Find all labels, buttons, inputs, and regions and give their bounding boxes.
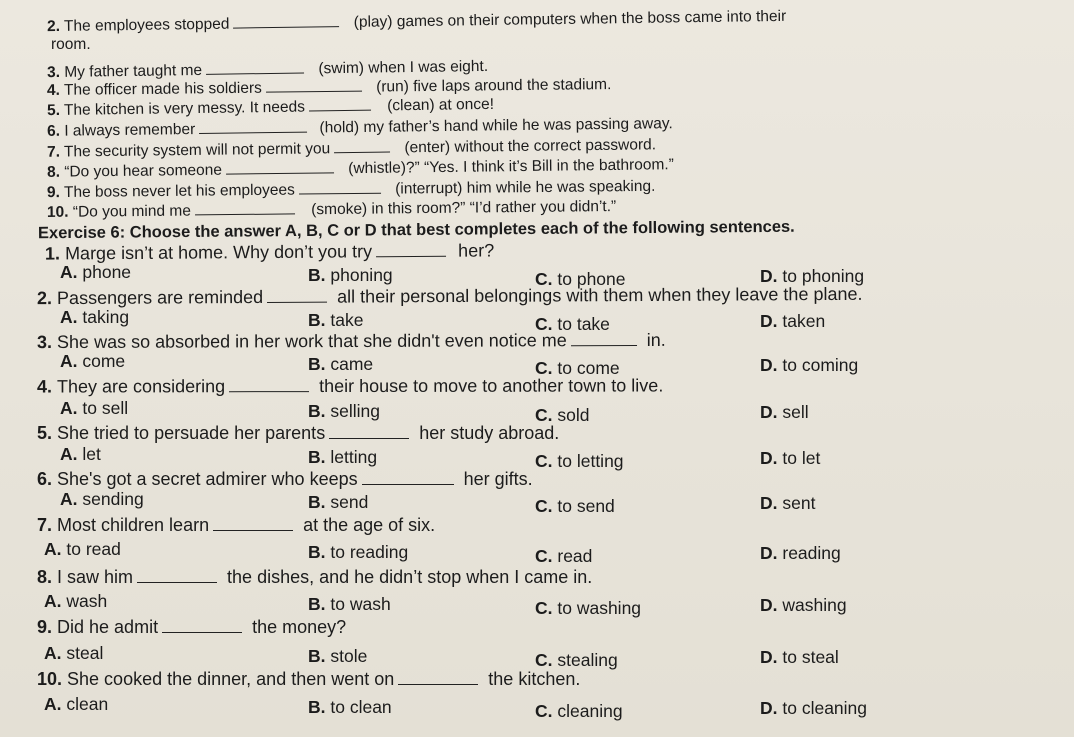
answer-blank[interactable] [226, 171, 334, 174]
item-2-line-2: room. [51, 36, 91, 53]
option-text: stole [330, 646, 368, 666]
mcq-6-option-c[interactable] [535, 498, 615, 516]
option-text: take [330, 310, 364, 330]
answer-blank[interactable] [199, 131, 307, 134]
option-letter: B. [308, 265, 331, 285]
mcq-2-stem [37, 285, 863, 307]
option-text: to read [66, 539, 121, 559]
answer-blank[interactable] [376, 255, 446, 257]
mcq-3-option-a[interactable] [60, 353, 125, 371]
stem-text-before: She tried to persuade her parents [57, 423, 326, 443]
option-letter: D. [760, 266, 783, 286]
stem-text-after: the kitchen. [488, 669, 581, 689]
option-text: came [330, 354, 374, 374]
stem-text-before: She was so absorbed in her work that she didn't even notice me [56, 330, 567, 353]
mcq-2-option-a[interactable] [60, 309, 129, 327]
answer-blank[interactable] [571, 344, 637, 346]
mcq-4-option-b[interactable] [308, 403, 380, 421]
option-letter: D. [760, 698, 783, 718]
option-letter: B. [308, 492, 331, 512]
mcq-9-option-c[interactable] [535, 652, 618, 670]
option-text: to letting [557, 451, 624, 471]
question-number: 2. [36, 288, 53, 309]
option-text: to cleaning [782, 698, 868, 718]
mcq-4-option-a[interactable] [60, 400, 128, 418]
option-text: to phoning [782, 266, 865, 286]
answer-blank[interactable] [309, 109, 371, 112]
stem-text-before: She cooked the dinner, and then went on [67, 669, 395, 689]
item-8: 8. “Do you hear someone (whistle)?” “Yes. I think it’s Bill in the bathroom.” [46, 156, 674, 181]
item-2-line-1: 2. The employees stopped (play) games on their computers when the boss came into their [46, 7, 787, 36]
option-letter: A. [60, 444, 83, 464]
mcq-7-stem [37, 516, 435, 534]
option-letter: C. [535, 650, 558, 670]
mcq-8-stem [37, 568, 592, 586]
mcq-9-option-d[interactable] [760, 649, 839, 667]
mcq-9-option-a[interactable] [44, 645, 103, 663]
mcq-9-stem [37, 618, 346, 636]
option-text: sold [557, 405, 590, 425]
option-letter: B. [308, 310, 331, 330]
mcq-8-option-d[interactable] [760, 597, 847, 615]
answer-blank[interactable] [229, 390, 309, 392]
mcq-8-option-a[interactable] [44, 593, 107, 611]
answer-blank[interactable] [267, 301, 327, 303]
option-text: to phone [557, 269, 626, 289]
answer-blank[interactable] [329, 437, 409, 439]
mcq-3-option-b[interactable] [308, 356, 373, 374]
option-text: to clean [330, 697, 392, 717]
item-3: 3. My father taught me (swim) when I was eight. [46, 57, 489, 82]
mcq-10-option-a[interactable] [44, 696, 108, 714]
item-10: 10. “Do you mind me (smoke) in this room?” “I’d rather you didn’t.” [46, 198, 617, 221]
option-text: steal [66, 643, 104, 663]
option-text: taking [82, 307, 130, 327]
answer-blank[interactable] [213, 529, 293, 531]
option-letter: D. [760, 543, 783, 563]
mcq-8-option-b[interactable] [308, 596, 391, 614]
question-number: 9. [37, 617, 53, 637]
answer-blank[interactable] [299, 192, 381, 195]
mcq-7-option-b[interactable] [308, 544, 408, 562]
mcq-6-option-b[interactable] [308, 494, 368, 512]
question-number: 10. [37, 669, 63, 689]
option-letter: C. [535, 405, 558, 425]
option-letter: A. [44, 643, 67, 663]
mcq-1-stem [45, 241, 494, 262]
option-letter: B. [308, 401, 331, 421]
option-letter: C. [535, 598, 558, 618]
item-9: 9. The boss never let his employees (interrupt) him while he was speaking. [46, 177, 656, 202]
option-text: clean [66, 694, 109, 714]
mcq-6-option-d[interactable] [760, 495, 815, 513]
item-6: 6. I always remember (hold) my father’s hand while he was passing away. [46, 115, 673, 140]
answer-blank[interactable] [137, 581, 217, 583]
mcq-8-option-c[interactable] [535, 600, 641, 618]
answer-blank[interactable] [206, 71, 304, 74]
stem-text-after: the dishes, and he didn’t stop when I came in. [227, 567, 593, 587]
mcq-4-option-d[interactable] [760, 404, 809, 422]
option-letter: D. [760, 402, 783, 422]
mcq-5-option-c[interactable] [535, 453, 624, 471]
mcq-7-option-c[interactable] [535, 548, 592, 566]
option-letter: C. [535, 269, 558, 289]
option-letter: B. [308, 697, 331, 717]
option-text: send [330, 492, 369, 512]
stem-text-after: all their personal belongings with them when they leave the plane. [337, 283, 863, 307]
option-text: sent [782, 493, 816, 513]
option-letter: A. [60, 489, 83, 509]
mcq-5-option-d[interactable] [760, 450, 820, 468]
option-text: sell [782, 402, 809, 422]
stem-text-after: her? [458, 240, 495, 261]
option-text: selling [330, 401, 380, 421]
question-number: 1. [44, 243, 61, 264]
option-letter: C. [535, 546, 558, 566]
option-letter: D. [760, 493, 783, 513]
option-text: wash [66, 591, 108, 611]
answer-blank[interactable] [362, 483, 454, 485]
mcq-5-option-b[interactable] [308, 449, 377, 467]
stem-text-after: her study abroad. [419, 423, 560, 443]
option-letter: C. [535, 701, 558, 721]
option-letter: A. [44, 591, 67, 611]
stem-text-before: Did he admit [57, 617, 159, 637]
mcq-7-option-a[interactable] [44, 541, 121, 559]
question-number: 4. [36, 376, 53, 397]
option-letter: A. [60, 307, 83, 327]
question-number: 7. [37, 515, 53, 535]
option-text: to steal [782, 647, 839, 667]
stem-text-after: in. [646, 329, 666, 350]
mcq-3-stem [37, 331, 666, 351]
mcq-5-stem [37, 424, 559, 442]
option-letter: C. [535, 358, 558, 378]
mcq-4-option-c[interactable] [535, 407, 589, 425]
option-letter: B. [308, 542, 331, 562]
mcq-2-option-b[interactable] [308, 312, 363, 330]
mcq-10-option-c[interactable] [535, 703, 623, 721]
option-letter: A. [60, 398, 83, 418]
option-text: come [82, 351, 126, 371]
option-letter: A. [44, 694, 67, 714]
stem-text-before: Marge isn’t at home. Why don’t you try [64, 241, 373, 264]
option-letter: B. [308, 354, 331, 374]
mcq-1-option-a[interactable] [60, 264, 131, 282]
answer-blank[interactable] [334, 151, 390, 154]
answer-blank[interactable] [398, 683, 478, 685]
option-text: to sell [82, 398, 129, 418]
answer-blank[interactable] [266, 90, 362, 93]
question-number: 6. [37, 469, 53, 489]
option-text: to let [782, 448, 821, 468]
option-text: to send [557, 496, 615, 516]
option-text: phoning [330, 265, 393, 285]
option-letter: D. [760, 595, 783, 615]
item-5: 5. The kitchen is very messy. It needs (clean) at once! [46, 95, 495, 120]
stem-text-after: their house to move to another town to live. [319, 375, 664, 397]
option-letter: B. [308, 594, 331, 614]
question-number: 3. [36, 332, 53, 353]
option-text: to reading [330, 542, 409, 562]
stem-text-after: at the age of six. [303, 515, 436, 535]
mcq-2-option-d[interactable] [760, 313, 825, 331]
mcq-6-stem [37, 470, 533, 488]
option-text: read [557, 546, 593, 566]
option-text: phone [82, 262, 132, 282]
question-number: 8. [37, 567, 53, 587]
option-text: let [82, 444, 101, 464]
answer-blank[interactable] [162, 631, 242, 633]
question-number: 5. [37, 423, 53, 443]
option-text: to take [557, 314, 610, 334]
mcq-9-option-b[interactable] [308, 648, 367, 666]
option-text: sending [82, 489, 144, 509]
stem-text-before: They are considering [56, 376, 226, 397]
option-letter: A. [60, 262, 83, 282]
option-letter: D. [760, 647, 783, 667]
mcq-10-stem [37, 670, 580, 688]
option-text: stealing [557, 650, 618, 670]
option-letter: B. [308, 447, 331, 467]
mcq-6-option-a[interactable] [60, 491, 144, 509]
option-letter: C. [535, 314, 558, 334]
option-text: reading [782, 543, 841, 563]
option-text: cleaning [557, 701, 623, 721]
option-text: to come [557, 358, 620, 378]
mcq-4-stem [37, 376, 663, 395]
answer-blank[interactable] [233, 25, 339, 28]
option-text: to wash [330, 594, 391, 614]
stem-text-after: the money? [252, 617, 347, 637]
option-letter: C. [535, 496, 558, 516]
option-letter: A. [60, 351, 83, 371]
mcq-5-option-a[interactable] [60, 446, 101, 464]
mcq-3-option-d[interactable] [760, 357, 858, 375]
answer-blank[interactable] [195, 212, 295, 215]
item-4: 4. The officer made his soldiers (run) five laps around the stadium. [46, 76, 612, 99]
stem-text-before: Passengers are reminded [56, 286, 264, 309]
option-text: washing [782, 595, 847, 615]
stem-text-before: Most children learn [57, 515, 210, 535]
option-letter: D. [760, 311, 783, 331]
option-letter: D. [760, 355, 783, 375]
exercise-6-heading: Exercise 6: Choose the answer A, B, C or D that best completes each of the following sentences. [37, 217, 795, 243]
option-text: to coming [782, 355, 859, 375]
stem-text-before: She's got a secret admirer who keeps [57, 469, 358, 489]
mcq-10-option-d[interactable] [760, 700, 867, 718]
option-text: to washing [557, 598, 642, 618]
option-letter: A. [44, 539, 67, 559]
mcq-1-option-d[interactable] [760, 268, 864, 286]
option-text: letting [330, 447, 378, 467]
mcq-1-option-b[interactable] [308, 267, 393, 285]
stem-text-after: her gifts. [463, 469, 533, 489]
stem-text-before: I saw him [57, 567, 134, 587]
option-text: taken [782, 311, 826, 331]
mcq-7-option-d[interactable] [760, 545, 841, 563]
option-letter: C. [535, 451, 558, 471]
mcq-10-option-b[interactable] [308, 699, 392, 717]
option-letter: D. [760, 448, 783, 468]
option-letter: B. [308, 646, 331, 666]
item-7: 7. The security system will not permit you (enter) without the correct password. [46, 136, 657, 161]
